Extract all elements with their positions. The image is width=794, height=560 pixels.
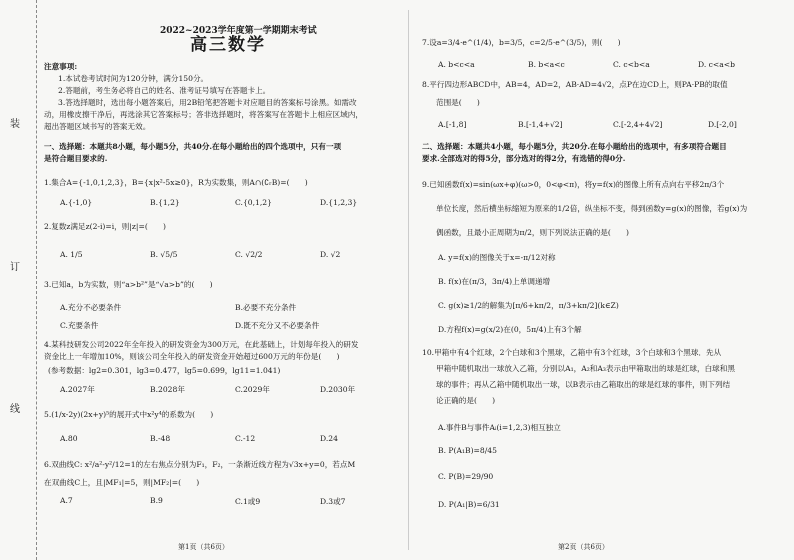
question-7-option: B. b<a<c: [528, 60, 565, 69]
question-2-option: A. 1/5: [60, 250, 83, 259]
question-1-stem: 1.集合A={-1,0,1,2,3}，B={x|x²-5x≥0}，R为实数集，则A∩(∁ᵣB)=( ): [44, 178, 308, 187]
question-10-option: A.事件B与事件Aᵢ(i=1,2,3)相互独立: [438, 423, 561, 432]
question-4-option: D.2030年: [320, 385, 356, 394]
question-1-option: C.{0,1,2}: [235, 198, 272, 207]
question-6-option: D.3或7: [320, 497, 346, 506]
question-10-option: D. P(A₁|B)=6/31: [438, 500, 500, 509]
question-8-stem: 8.平行四边形ABCD中，AB=4，AD=2，AB·AD=4√2，点P在边CD上，则PA·PB的取值: [422, 80, 728, 89]
binding-char: 订: [10, 262, 20, 273]
section1-heading: 是符合题目要求的.: [44, 154, 108, 163]
question-4-stem: (参考数据：lg2=0.301，lg3=0.477，lg5=0.699，lg11=1.041): [48, 366, 281, 375]
question-8-stem: 范围是( ): [436, 98, 480, 107]
binding-char: 线: [10, 404, 20, 415]
binding-margin: [0, 0, 37, 560]
question-4-option: C.2029年: [235, 385, 270, 394]
question-1-option: B.{1,2}: [150, 198, 180, 207]
question-5-option: B.-48: [150, 434, 171, 443]
question-6-stem: 6.双曲线C: x²/a²-y²/12=1的左右焦点分别为F₁，F₂，一条渐近线方程为√3x+y=0，若点M: [44, 460, 356, 469]
notice-line: 动，用橡皮擦干净后，再选涂其它答案标号；答非选择题时，将答案写在答题卡上相应区域内，: [44, 110, 363, 119]
question-5-option: A.80: [60, 434, 78, 443]
question-3-option: C.充要条件: [60, 321, 99, 330]
question-8-option: A.[-1,8]: [438, 120, 467, 129]
question-1-option: D.{1,2,3}: [320, 198, 358, 207]
right-page: [418, 0, 782, 560]
question-1-option: A.{-1,0}: [60, 198, 93, 207]
question-6-option: C.1或9: [235, 497, 261, 506]
question-9-option: C. g(x)≥1/2的解集为[π/6+kπ/2，π/3+kπ/2](k∈Z): [438, 301, 619, 310]
notice-line: 1.本试卷考试时间为120分钟，满分150分。: [58, 74, 209, 83]
question-7-stem: 7.设a=3/4·e^(1/4)，b=3/5，c=2/5·e^(3/5)，则( ): [422, 38, 621, 47]
question-3-option: A.充分不必要条件: [60, 303, 122, 312]
page-divider: [408, 10, 409, 550]
question-4-stem: 资金比上一年增加10%，则该公司全年投入的研发资金开始超过600万元的年份是( ): [44, 352, 340, 361]
question-2-option: D. √2: [320, 250, 341, 259]
binding-char: 装: [10, 119, 20, 130]
exam-title: 2022~2023学年度第一学期期末考试: [160, 26, 317, 36]
question-10-stem: 球的事件；再从乙箱中随机取出一球，以B表示由乙箱取出的球是红球的事件，则下列结: [436, 380, 731, 389]
question-9-option: D.方程f(x)=g(x/2)在(0，5π/4)上有3个解: [438, 325, 582, 334]
question-10-stem: 论正确的是( ): [436, 396, 496, 405]
question-6-option: B.9: [150, 496, 163, 505]
question-7-option: A. b<c<a: [438, 60, 475, 69]
section2-heading: 要求.全部选对的得5分，部分选对的得2分，有选错的得0分.: [422, 154, 626, 163]
notice-line: 2.答题前，考生务必将自己的姓名、准考证号填写在答题卡上。: [58, 86, 271, 95]
question-4-option: A.2027年: [60, 385, 95, 394]
question-3-option: B.必要不充分条件: [235, 303, 297, 312]
question-10-option: C. P(B)=29/90: [438, 472, 494, 481]
question-5-stem: 5.(1/x-2y)(2x+y)⁵的展开式中x²y⁴的系数为( ): [44, 410, 214, 419]
notice-heading: 注意事项:: [44, 62, 78, 71]
question-7-option: D. c<a<b: [698, 60, 736, 69]
question-4-option: B.2028年: [150, 385, 185, 394]
question-10-option: B. P(A₁B)=8/45: [438, 446, 497, 455]
question-3-option: D.既不充分又不必要条件: [235, 321, 320, 330]
question-7-option: C. c<b<a: [613, 60, 650, 69]
question-2-stem: 2.复数z满足z(2-i)=i，则|z|=( ): [44, 222, 166, 231]
page-footer: 第1页（共6页）: [178, 543, 229, 551]
left-page: [40, 0, 402, 560]
question-10-stem: 10.甲箱中有4个红球，2个白球和3个黑球，乙箱中有3个红球，3个白球和3个黑球．先从: [422, 348, 722, 357]
notice-line: 超出答题区域书写的答案无效。: [44, 122, 151, 131]
question-2-option: C. √2/2: [235, 250, 263, 259]
question-4-stem: 4.某科技研发公司2022年全年投入的研发资金为300万元，在此基础上，计划每年投入的研发: [44, 340, 359, 349]
question-9-stem: 9.已知函数f(x)=sin(ωx+φ)(ω>0，0<φ<π)，将y=f(x)的图像上所有点向右平移2π/3个: [422, 180, 725, 189]
question-8-option: C.[-2,4+4√2]: [613, 120, 663, 129]
question-9-stem: 单位长度，然后横坐标缩短为原来的1/2倍，纵坐标不变，得到函数y=g(x)的图像，若g(x)为: [436, 204, 748, 213]
question-6-option: A.7: [60, 496, 73, 505]
question-9-option: B. f(x)在(π/3，3π/4)上单调递增: [438, 277, 551, 286]
question-5-option: C.-12: [235, 434, 256, 443]
notice-line: 3.答选择题时，选出每小题答案后，用2B铅笔把答题卡对应题目的答案标号涂黑。如需改: [58, 98, 357, 107]
question-9-option: A. y=f(x)的图像关于x=-π/12对称: [438, 253, 556, 262]
question-9-stem: 偶函数，且最小正周期为π/2，则下列说法正确的是( ): [436, 228, 629, 237]
page-footer: 第2页（共6页）: [558, 543, 609, 551]
question-8-option: B.[-1,4+√2]: [518, 120, 563, 129]
question-6-stem: 在双曲线C上，且|MF₁|=5，则|MF₂|=( ): [44, 478, 200, 487]
question-8-option: D.[-2,0]: [708, 120, 737, 129]
subject-title: 高三数学: [190, 35, 266, 55]
section2-heading: 二、选择题：本题共4小题，每小题5分，共20分.在每小题给出的选项中，有多项符合题目: [422, 142, 727, 151]
section1-heading: 一、选择题：本题共8小题，每小题5分，共40分.在每小题给出的四个选项中，只有一项: [44, 142, 342, 151]
question-5-option: D.24: [320, 434, 338, 443]
question-2-option: B. √5/5: [150, 250, 178, 259]
question-3-stem: 3.已知a，b为实数，则“a>b²”是“√a>b”的( ): [44, 280, 213, 289]
question-10-stem: 甲箱中随机取出一球放入乙箱，分别以A₁，A₂和A₃表示由甲箱取出的球是红球，白球和黑: [436, 364, 735, 373]
